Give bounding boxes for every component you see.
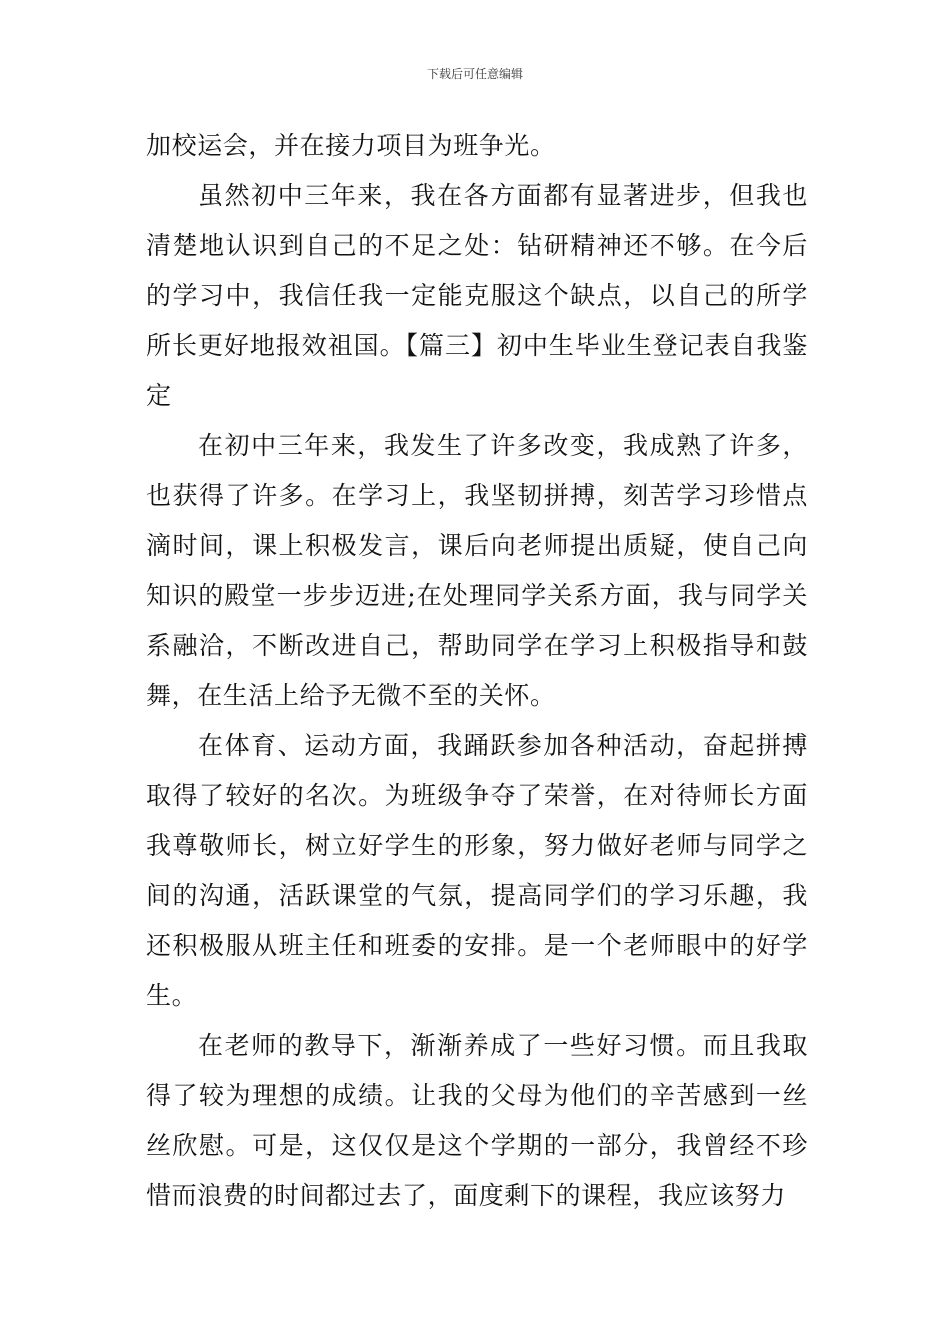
paragraph-3: 在初中三年来，我发生了许多改变，我成熟了许多，也获得了许多。在学习上，我坚韧拼搏，刻苦学习珍惜点滴时间，课上积极发言，课后向老师提出质疑，使自己向知识的殿堂一步步迈进;在处理同学关系方面，我与同学关系融洽，不断改进自己，帮助同学在学习上积极指导和鼓舞，在生活上给予无微不至的关怀。 xyxy=(146,431,808,710)
paragraph-4: 在体育、运动方面，我踊跃参加各种活动，奋起拼搏取得了较好的名次。为班级争夺了荣誉，在对待师长方面我尊敬师长，树立好学生的形象，努力做好老师与同学之间的沟通，活跃课堂的气氛，提高同学们的学习乐趣，我还积极服从班主任和班委的安排。是一个老师眼中的好学生。 xyxy=(146,731,808,1010)
page-header: 下载后可任意编辑 xyxy=(426,67,523,81)
document-body xyxy=(146,121,808,1221)
paragraph-5: 在老师的教导下，渐渐养成了一些好习惯。而且我取得了较为理想的成绩。让我的父母为他们的辛苦感到一丝丝欣慰。可是，这仅仅是这个学期的一部分，我曾经不珍惜而浪费的时间都过去了，面度剩下的课程，我应该努力 xyxy=(146,1031,808,1210)
paragraph-2: 虽然初中三年来，我在各方面都有显著进步，但我也清楚地认识到自己的不足之处：钻研精神还不够。在今后的学习中，我信任我一定能克服这个缺点，以自己的所学所长更好地报效祖国。【篇三】初中生毕业生登记表自我鉴定 xyxy=(146,181,808,410)
paragraph-1: 加校运会，并在接力项目为班争光。 xyxy=(146,131,556,160)
